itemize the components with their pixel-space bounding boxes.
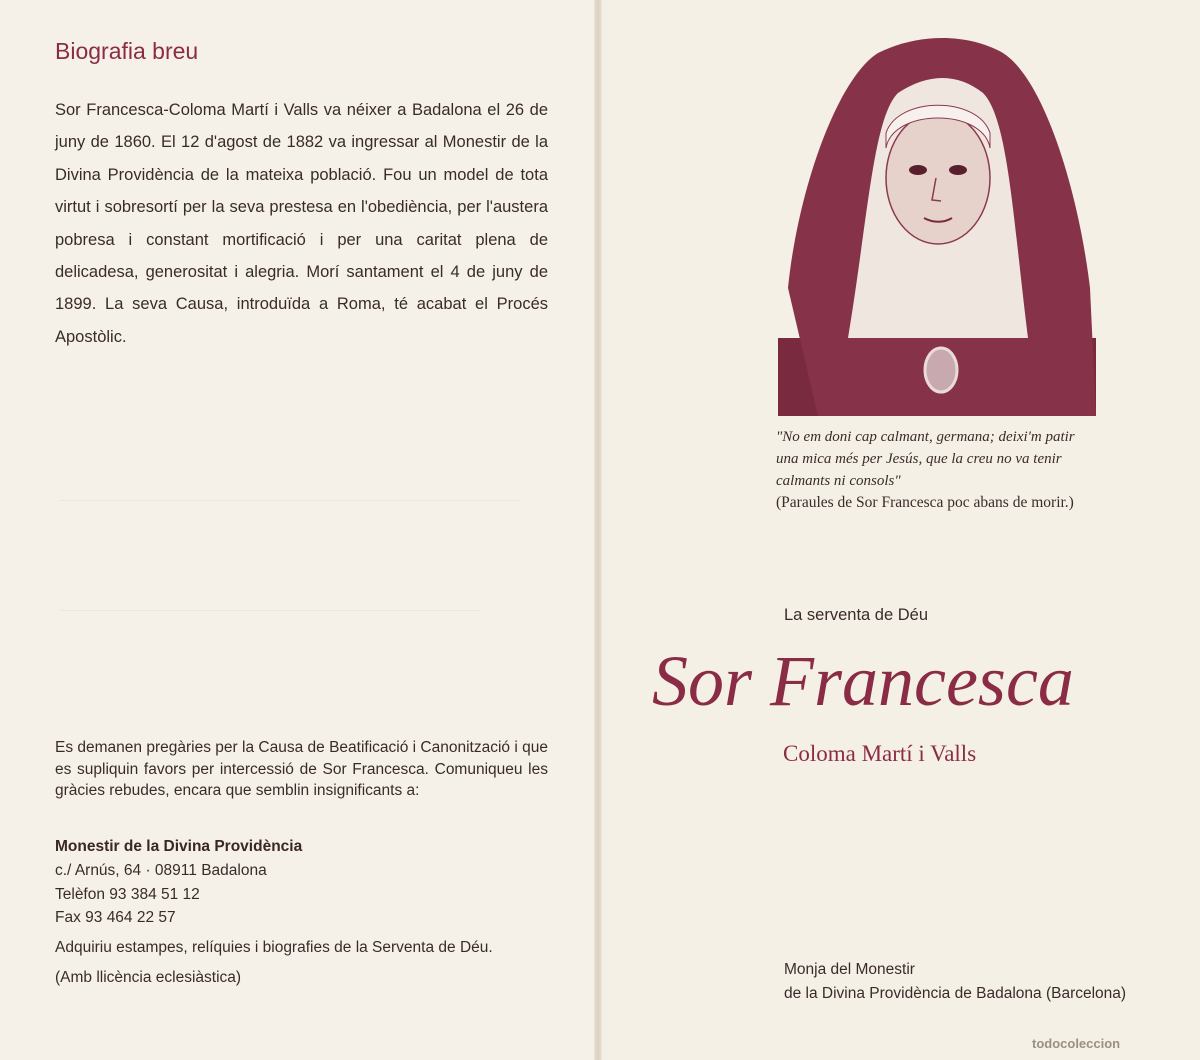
portrait-right-eye — [949, 165, 967, 175]
show-through-text — [60, 610, 480, 731]
page-fold — [594, 0, 602, 1060]
biography-heading: Biografia breu — [55, 38, 199, 64]
prayer-appeal: Es demanen pregàries per la Causa de Beatificació i Canonització i que es supliquin favors per intercessió de Sor Francesca. Comuniqueu les gràcies rebudes, encara que semblin insignificants a: — [55, 739, 548, 799]
portrait-image — [778, 38, 1096, 416]
quote-line-3: calmants ni consols" — [776, 473, 901, 489]
show-through-text — [60, 500, 520, 561]
quote-attribution: (Paraules de Sor Francesca poc abans de morir.) — [776, 494, 1074, 511]
quote-line-2: una mica més per Jesús, que la creu no va tenir — [776, 451, 1062, 467]
monastery-phone: Telèfon 93 384 51 12 — [55, 886, 200, 903]
license-note: (Amb llicència eclesiàstica) — [55, 969, 242, 986]
portrait-left-eye — [909, 165, 927, 175]
monastery-fax: Fax 93 464 22 57 — [55, 909, 176, 926]
monastery-street: c./ Arnús, 64 · 08911 Badalona — [55, 862, 267, 879]
subtitle: Coloma Martí i Valls — [783, 741, 977, 766]
quote-text — [776, 426, 1136, 492]
watermark: todocoleccion — [1032, 1036, 1121, 1051]
footer-line-1: Monja del Monestir — [784, 961, 915, 978]
portrait-face — [886, 112, 990, 244]
acquire-note: Adquiriu estampes, relíquies i biografies de la Serventa de Déu. — [55, 939, 493, 956]
quote-line-1: "No em doni cap calmant, germana; deixi'm patir — [776, 429, 1075, 445]
portrait-medal — [925, 348, 957, 392]
footer-line-2: de la Divina Providència de Badalona (Barcelona) — [784, 985, 1127, 1002]
main-title: Sor Francesca — [652, 641, 1074, 721]
kicker-text: La serventa de Déu — [784, 606, 929, 624]
biography-text: Sor Francesca-Coloma Martí i Valls va néixer a Badalona el 26 de juny de 1860. El 12 d'agost de 1882 va ingressar al Monestir de la Divina Providència de la mateixa població. Fou un model de tota virtut i sobresortí per la seva prestesa en l'obediència, per l'austera pobresa i constant mortificació i per una caritat plena de delicadesa, generositat i alegria. Morí santament el 4 de juny de 1899. La seva Causa, introduïda a Roma, té acabat el Procés Apostòlic. — [55, 101, 548, 346]
monastery-name: Monestir de la Divina Providència — [55, 838, 303, 855]
